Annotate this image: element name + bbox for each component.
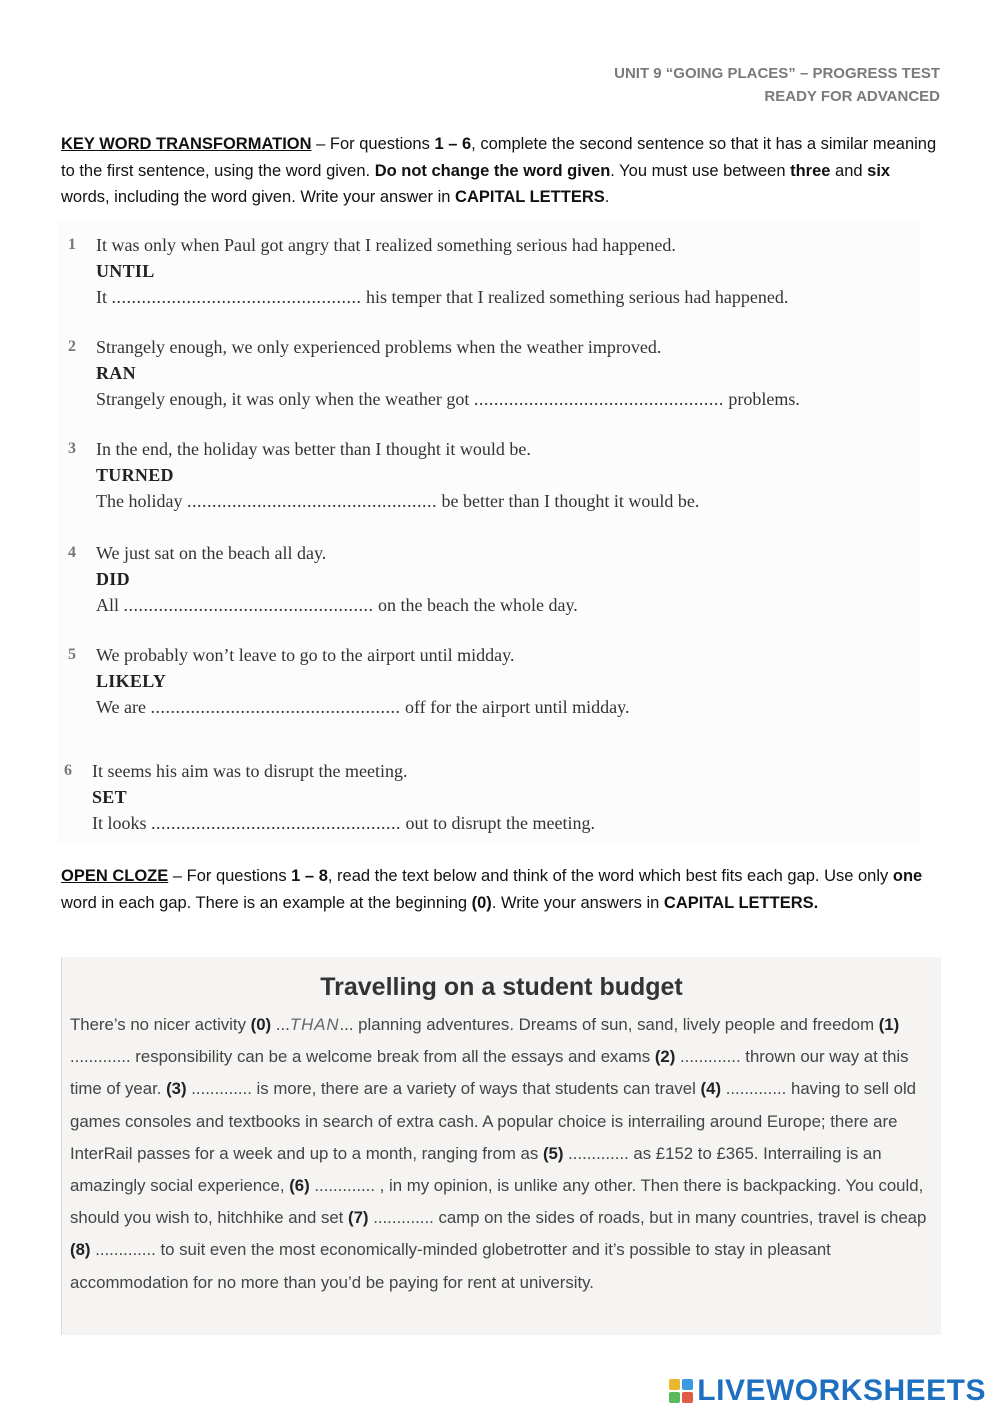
question-number: 2 [68,338,76,355]
kwt-instructions [61,131,941,211]
question-1 [68,232,788,310]
question-sentence: We just sat on the beach all day. [96,543,327,563]
question-answer-line: We are .................................................. off for the airport until midday. [96,697,630,717]
answer-gap[interactable]: ............. [568,1143,629,1163]
gap-marker: (6) [289,1176,310,1196]
question-number: 6 [64,762,72,779]
kwt-instr-bold: Do not change the word given [374,161,611,180]
answer-gap[interactable]: ............. [95,1240,156,1260]
gap-marker: (7) [348,1208,369,1228]
question-sentence: We probably won’t leave to go to the airport until midday. [96,645,515,665]
question-keyword: DID [96,569,130,589]
answer-gap[interactable]: ............. [680,1047,741,1067]
kwt-instr-text: . [604,188,610,206]
gap-marker: (8) [70,1240,91,1260]
cloze-text-title: Travelling on a student budget [320,973,683,1001]
question-number: 4 [68,544,76,561]
cloze-title: OPEN CLOZE [61,867,169,885]
question-4 [68,540,578,618]
question-keyword: UNTIL [96,261,155,281]
answer-gap[interactable]: ............. [314,1176,376,1196]
cloze-text-body: There’s no nicer activity (0) ...THAN... planning adventures. Dreams of sun, sand, lively people and freedom (1) ............. responsibility can be a welcome break from all the essays and exams (2) ............. thrown our way at this time of year. (3) ............. is more, there are a variety of ways that students can travel (4) ............. having to sell old games consoles and textbooks in search of extra cash. A popular choice is interrailing around Europe; there are InterRail passes for a week and up to a month, ranging from as (5) ............. as £152 to £365. Interrailing is an amazingly social experience, (6) ............. , in my opinion, is unlike any other. Then there is backpacking. You could, should you wish to, hitchhike and set (7) ............. camp on the sides of roads, but in many countries, travel is cheap (8) ............. to suit even the most economically-minded globetrotter and it’s possible to stay in pleasant accommodation for no more than you’d be paying for rent at university. [70,1015,927,1292]
gap-marker: (0) [250,1015,272,1034]
question-answer-line: It .................................................. his temper that I realized something serious had happened. [96,287,789,307]
gap-marker: (3) [166,1079,187,1099]
kwt-instr-text: , complete the second sentence so that it has a similar meaning to the first sentence, using the word given. [61,135,937,180]
question-number: 1 [68,236,76,253]
answer-gap[interactable]: ............. [191,1079,252,1099]
cloze-range: 1 – 8 [291,867,328,885]
answer-gap[interactable]: ............. [373,1208,434,1228]
gap-marker: (2) [654,1047,676,1067]
kwt-instr-text: . You must use between [610,161,791,180]
kwt-instr-text: words, including the word given. Write your answer in [61,188,456,206]
cloze-instr-bold: CAPITAL LETTERS. [663,893,819,912]
question-answer-line: It looks .................................................. out to disrupt the meeting. [92,813,595,833]
answer-gap[interactable]: ............. [70,1047,131,1067]
kwt-instr-bold: six [867,161,891,180]
cloze-instr-bold: (0) [471,893,492,912]
cloze-instr-text: – For questions [168,867,292,885]
question-6 [64,758,595,836]
example-answer: ...THAN... [275,1015,354,1034]
cloze-instr-bold: one [892,867,923,885]
logo-text: LIVEWORKSHEETS [697,1374,986,1407]
question-answer-line: Strangely enough, it was only when the weather got .................................................. problems. [96,389,800,409]
question-3 [68,436,699,514]
cloze-instr-text: . Write your answers in [491,893,664,912]
question-keyword: RAN [96,363,136,383]
question-answer-line: All .................................................. on the beach the whole day. [96,595,578,615]
question-sentence: In the end, the holiday was better than I thought it would be. [96,439,531,459]
liveworksheets-logo [669,1374,986,1408]
question-number: 5 [68,646,76,663]
answer-gap[interactable]: .................................................. [151,813,402,833]
answer-gap[interactable]: .................................................. [111,287,362,307]
cloze-scan [61,957,941,1335]
answer-gap[interactable]: .................................................. [186,491,437,511]
kwt-scan [58,222,920,844]
unit-title: UNIT 9 “GOING PLACES” – PROGRESS TEST [614,65,940,82]
question-number: 3 [68,440,76,457]
page-header [614,62,940,108]
kwt-title: KEY WORD TRANSFORMATION [61,135,312,153]
cloze-instr-text: word in each gap. There is an example at the beginning [61,893,472,912]
kwt-instr-bold: CAPITAL LETTERS [455,188,605,206]
cloze-instructions [61,863,941,916]
gap-marker: (5) [542,1143,564,1163]
cloze-instr-text: , read the text below and think of the word which best fits each gap. Use only [327,867,893,885]
kwt-range: 1 – 6 [434,135,472,153]
course-title: READY FOR ADVANCED [764,88,940,105]
question-keyword: LIKELY [96,671,167,691]
question-2 [68,334,800,412]
gap-marker: (1) [878,1015,900,1034]
question-answer-line: The holiday .................................................. be better than I thought it would be. [96,491,700,511]
question-sentence: It seems his aim was to disrupt the meeting. [92,761,408,781]
kwt-instr-bold: three [790,161,831,180]
question-sentence: It was only when Paul got angry that I realized something serious had happened. [96,235,676,255]
answer-gap[interactable]: .................................................. [123,595,374,615]
kwt-instr-text: and [830,161,868,180]
logo-mark-icon [669,1379,693,1403]
answer-gap[interactable]: .................................................. [150,697,401,717]
question-sentence: Strangely enough, we only experienced problems when the weather improved. [96,337,662,357]
answer-gap[interactable]: ............. [725,1079,787,1099]
question-5 [68,642,629,720]
kwt-instr-text: – For questions [311,135,435,153]
example-word: THAN [289,1015,340,1034]
question-keyword: TURNED [96,465,174,485]
answer-gap[interactable]: .................................................. [473,389,724,409]
question-keyword: SET [92,787,127,807]
gap-marker: (4) [700,1079,722,1099]
